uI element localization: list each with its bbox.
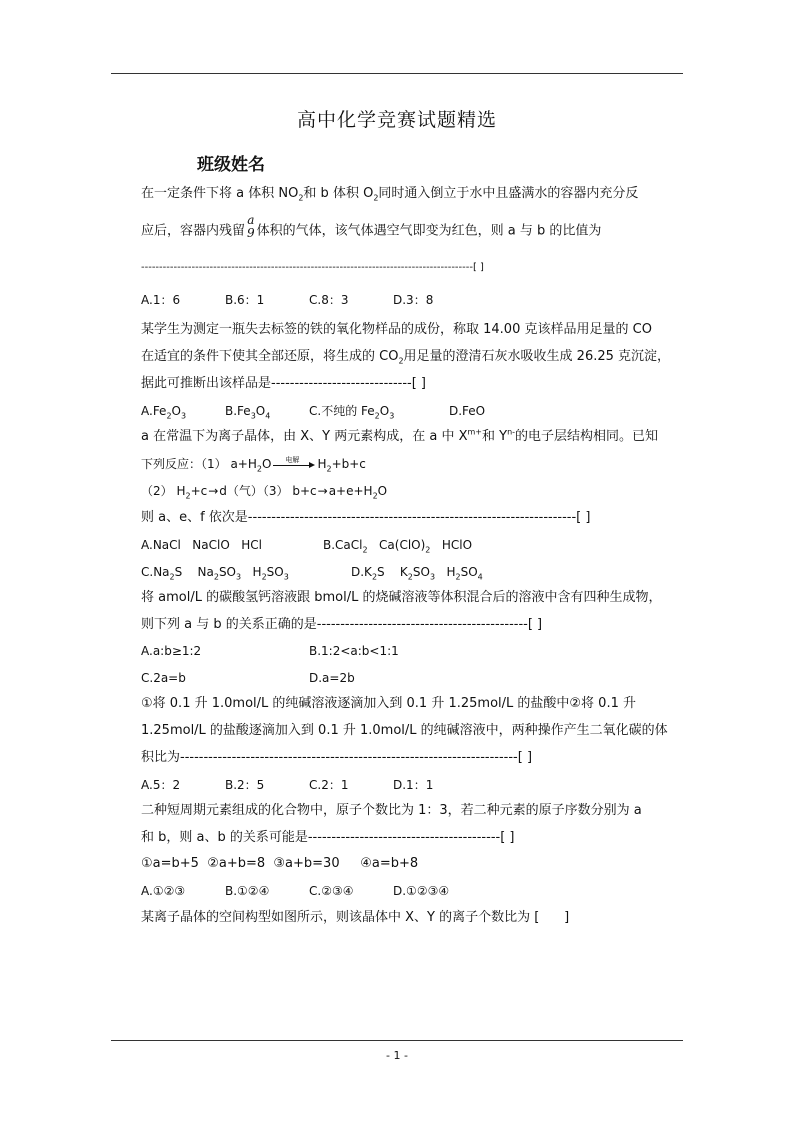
q3-option-a: A.NaCl NaClO HCl [141, 538, 262, 552]
q4-option-b: B.1:2<a:b<1:1 [309, 644, 399, 658]
q3-option-c: $C.Na_2S$ $Na_2SO_3$ $H_2SO_3$ [141, 565, 289, 582]
q3-line-1: a 在常温下为离子晶体，由 X、Y 两元素构成，在 a 中 $X^{m+}$和 $Y^{n-}$的电子层结构相同。已知 [141, 427, 659, 444]
page-title: 高中化学竞赛试题精选 [296, 109, 497, 131]
q5-option-b: B.2：5 [225, 778, 265, 792]
q6-option-d: D.①②③④ [393, 884, 450, 898]
q5-line-1: ①将 0.1 升 1.0mol/L 的纯碱溶液逐滴加入到 0.1 升 1.25mol/L 的盐酸中②将 0.1 升 [141, 696, 636, 711]
q7-line-1: 某离子晶体的空间构型如图所示，则该晶体中 X、Y 的离子个数比为 [ ] [141, 910, 570, 925]
header-rule [111, 73, 683, 74]
class-name-label: 班级姓名 [197, 155, 265, 175]
q4-line-2: 则下列 a 与 b 的关系正确的是---------------------------------------------[ ] [141, 617, 543, 632]
q4-option-a: A.a:b≥1:2 [141, 644, 202, 658]
q2-line-2: 在适宜的条件下使其全部还原，将生成的 $CO_2$用足量的澄清石灰水吸收生成 26.25 克沉淀， [141, 349, 671, 366]
q4-option-d: D.a=2b [309, 671, 355, 685]
q6-option-b: B.①②④ [225, 884, 270, 898]
q4-line-1: 将 amol/L 的碳酸氢钙溶液跟 bmol/L 的烧碱溶液等体积混合后的溶液中含有四种生成物， [141, 590, 662, 605]
page-number: - 1 - [386, 1049, 408, 1062]
reaction-arrow: → [208, 484, 219, 498]
q2-option-d: D.FeO [449, 404, 486, 418]
q5-option-d: D.1：1 [393, 778, 434, 792]
q1-line-1: 在一定条件下将 a 体积 $NO_2$和 b 体积 $O_2$同时通入倒立于水中且盛满水的容器内充分反 [141, 186, 639, 203]
q2-option-b: $B.Fe_3O_4$ [225, 404, 271, 421]
q6-option-a: A.①②③ [141, 884, 186, 898]
q5-option-c: C.2：1 [309, 778, 349, 792]
q5-option-a: A.5：2 [141, 778, 181, 792]
q5-line-3: 积比为------------------------------------------------------------------------[ ] [141, 750, 533, 765]
q3-option-d: $D.K_2S$ $K_2SO_3$ $H_2SO_4$ [351, 565, 483, 582]
q6-line-1: 二种短周期元素组成的化合物中，原子个数比为 1：3，若二种元素的原子序数分别为 a [141, 803, 642, 818]
q3-line-4: 则 a、e、f 依次是----------------------------------------------------------------------[ ] [141, 510, 591, 525]
q2-option-a: $A.Fe_2O_3$ [141, 404, 187, 421]
q4-option-c: C.2a=b [141, 671, 186, 685]
q1-answer-line: --------------------------------------------------------------------------------------------[ ] [141, 262, 484, 273]
q6-option-c: C.②③④ [309, 884, 354, 898]
footer-rule [111, 1040, 683, 1041]
q6-line-3: ①a=b+5 ②a+b=8 ③a+b=30 ④a=b+8 [141, 856, 419, 871]
q5-line-2: 1.25mol/L 的盐酸逐滴加入到 0.1 升 1.0mol/L 的纯碱溶液中，两种操作产生二氧化碳的体 [141, 723, 668, 738]
q3-line-3: （2） $H_2+c\to d$（气）（3） $b+c\to a+e+H_2O$ [141, 484, 388, 501]
q2-line-3: 据此可推断出该样品是------------------------------[ ] [141, 376, 427, 391]
q1-option-b: B.6：1 [225, 293, 265, 307]
q1-option-c: C.8：3 [309, 293, 349, 307]
q2-option-c: C.不纯的 $Fe_2O_3$ [309, 404, 395, 421]
electrolysis-arrow: 电解 [273, 460, 315, 470]
q3-line-2: 下列反应：（1） $a+H_2O$ 电解 $H_2+b+c$ [141, 455, 366, 474]
q1-line-2: 应后，容器内残留 a 9 体积的气体，该气体遇空气即变为红色，则 a 与 b 的比值为 [141, 213, 602, 240]
fraction-a-over-9: a 9 [247, 213, 255, 240]
q2-line-1: 某学生为测定一瓶失去标签的铁的氧化物样品的成份，称取 14.00 克该样品用足量的 CO [141, 322, 652, 337]
q6-line-2: 和 b，则 a、b 的关系可能是-----------------------------------------[ ] [141, 830, 515, 845]
q3-option-b: B.CaCl$_2$ $Ca(ClO)_2$ HClO [323, 538, 473, 555]
q1-option-a: A.1：6 [141, 293, 181, 307]
q1-option-d: D.3：8 [393, 293, 434, 307]
reaction-arrow: → [317, 484, 328, 498]
